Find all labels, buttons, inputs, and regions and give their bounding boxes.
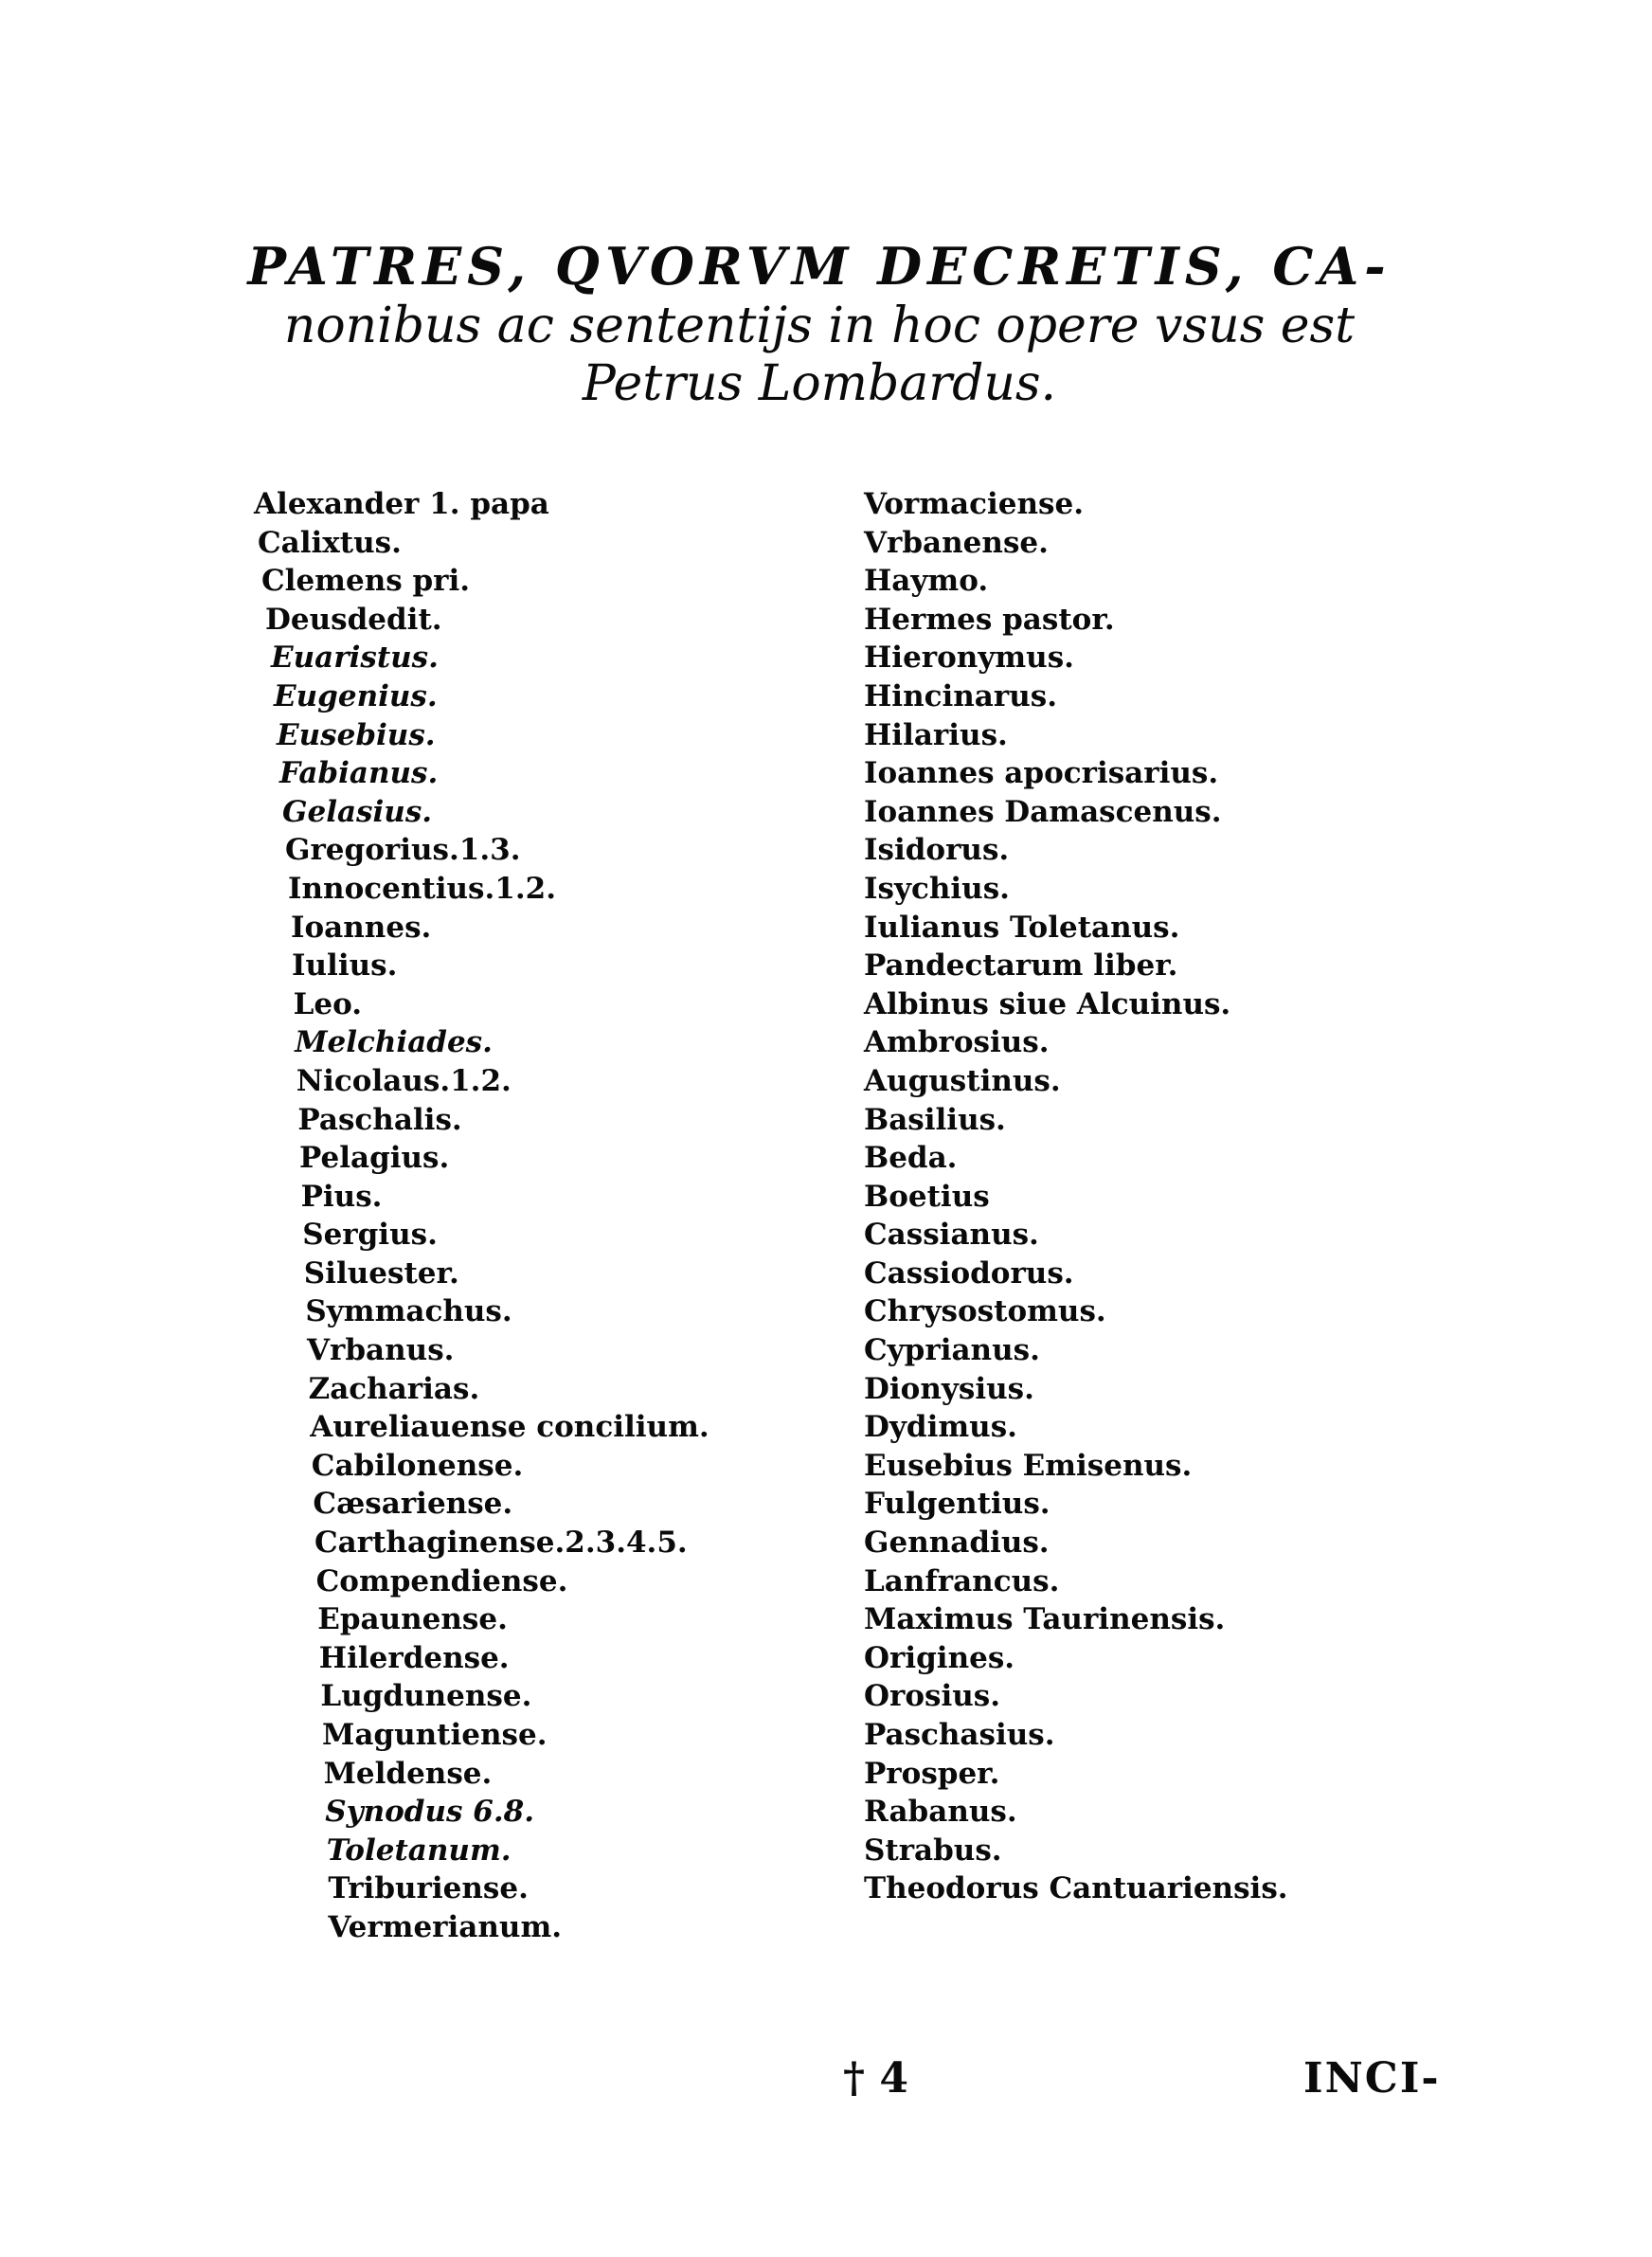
list-item: Maguntiense. xyxy=(322,1718,548,1752)
left-column-list xyxy=(254,485,709,1947)
list-item: Origines. xyxy=(864,1640,1015,1675)
list-item: Nicolaus.1.2. xyxy=(296,1063,512,1098)
list-item: Hilarius. xyxy=(864,717,1008,752)
catchword: INCI- xyxy=(1303,2054,1441,2103)
list-item: Gelasius. xyxy=(282,794,433,829)
list-item: Symmachus. xyxy=(305,1294,512,1329)
list-item: Orosius. xyxy=(864,1679,1001,1714)
list-item: Strabus. xyxy=(864,1833,1002,1868)
list-item: Pandectarum liber. xyxy=(864,948,1178,984)
title-line-1: PATRES, QVORVM DECRETIS, CA- xyxy=(247,236,1392,297)
list-item: Paschasius. xyxy=(864,1718,1055,1752)
list-item: Lanfrancus. xyxy=(864,1563,1060,1598)
list-item: Haymo. xyxy=(864,564,989,599)
list-item: Iulianus Toletanus. xyxy=(864,910,1180,945)
signature-mark: † 4 xyxy=(843,2054,908,2103)
list-item: Isychius. xyxy=(864,871,1010,906)
list-item: Clemens pri. xyxy=(261,564,471,599)
list-item: Dydimus. xyxy=(864,1410,1017,1445)
list-item: Pelagius. xyxy=(299,1141,450,1176)
list-item: Gregorius.1.3. xyxy=(285,833,521,868)
list-item: Iulius. xyxy=(292,948,398,984)
list-item: Augustinus. xyxy=(864,1063,1061,1098)
list-item: Paschalis. xyxy=(297,1102,462,1137)
list-item: Synodus 6.8. xyxy=(325,1795,534,1830)
list-item: Leo. xyxy=(293,986,363,1021)
list-item: Deusdedit. xyxy=(265,602,442,637)
list-item: Prosper. xyxy=(864,1756,1000,1791)
title-line-2: nonibus ac sententijs in hoc opere vsus est xyxy=(283,297,1356,354)
list-item: Lugdunense. xyxy=(320,1679,532,1714)
list-item: Ioannes. xyxy=(291,910,432,945)
list-item: Boetius xyxy=(864,1179,990,1214)
list-item: Hilerdense. xyxy=(318,1640,510,1675)
list-item: Fabianus. xyxy=(279,756,439,791)
list-item: Vrbanense. xyxy=(864,525,1049,560)
list-item: Pius. xyxy=(300,1179,383,1214)
list-item: Vormaciense. xyxy=(864,487,1084,521)
list-item: Compendiense. xyxy=(315,1563,568,1598)
list-item: Hieronymus. xyxy=(864,641,1074,676)
list-item: Eusebius Emisenus. xyxy=(864,1448,1193,1483)
list-item: Epaunense. xyxy=(317,1602,508,1637)
list-item: Alexander 1. papa xyxy=(254,487,549,521)
list-item: Melchiades. xyxy=(295,1025,493,1060)
list-item: Ioannes apocrisarius. xyxy=(864,756,1219,791)
list-item: Cyprianus. xyxy=(864,1333,1040,1368)
list-item: Maximus Taurinensis. xyxy=(864,1602,1226,1637)
list-item: Theodorus Cantuariensis. xyxy=(864,1871,1288,1906)
list-item: Sergius. xyxy=(302,1218,438,1253)
list-item: Hermes pastor. xyxy=(864,602,1115,637)
list-item: Cæsariense. xyxy=(313,1487,513,1522)
list-item: Fulgentius. xyxy=(864,1487,1050,1522)
list-item: Gennadius. xyxy=(864,1526,1050,1561)
list-item: Ioannes Damascenus. xyxy=(864,794,1222,829)
list-item: Eugenius. xyxy=(274,678,438,713)
list-item: Innocentius.1.2. xyxy=(288,871,556,906)
list-item: Toletanum. xyxy=(326,1833,512,1868)
list-item: Chrysostomus. xyxy=(864,1294,1106,1329)
list-item: Aureliauense concilium. xyxy=(310,1410,709,1445)
list-item: Isidorus. xyxy=(864,833,1010,868)
list-item: Basilius. xyxy=(864,1102,1006,1137)
list-item: Hincinarus. xyxy=(864,678,1057,713)
list-item: Ambrosius. xyxy=(864,1025,1050,1060)
list-item: Dionysius. xyxy=(864,1371,1034,1406)
list-item: Meldense. xyxy=(323,1756,493,1791)
list-item: Calixtus. xyxy=(258,525,402,560)
list-item: Siluester. xyxy=(303,1255,459,1291)
list-item: Cabilonense. xyxy=(311,1448,524,1483)
right-column-list xyxy=(864,485,1288,1908)
list-item: Eusebius. xyxy=(277,717,436,752)
list-item: Cassiodorus. xyxy=(864,1255,1074,1291)
list-item: Euaristus. xyxy=(271,641,439,676)
list-item: Cassianus. xyxy=(864,1218,1039,1253)
title-line-3: Petrus Lombardus. xyxy=(582,355,1057,413)
list-item: Albinus siue Alcuinus. xyxy=(864,986,1231,1021)
list-item: Beda. xyxy=(864,1141,958,1176)
list-item: Vermerianum. xyxy=(328,1909,563,1944)
list-item: Zacharias. xyxy=(308,1371,480,1406)
list-item: Carthaginense.2.3.4.5. xyxy=(314,1526,688,1561)
page-title xyxy=(189,237,1449,413)
list-item: Rabanus. xyxy=(864,1795,1017,1830)
list-item: Vrbanus. xyxy=(307,1333,455,1368)
list-item: Triburiense. xyxy=(328,1871,529,1906)
